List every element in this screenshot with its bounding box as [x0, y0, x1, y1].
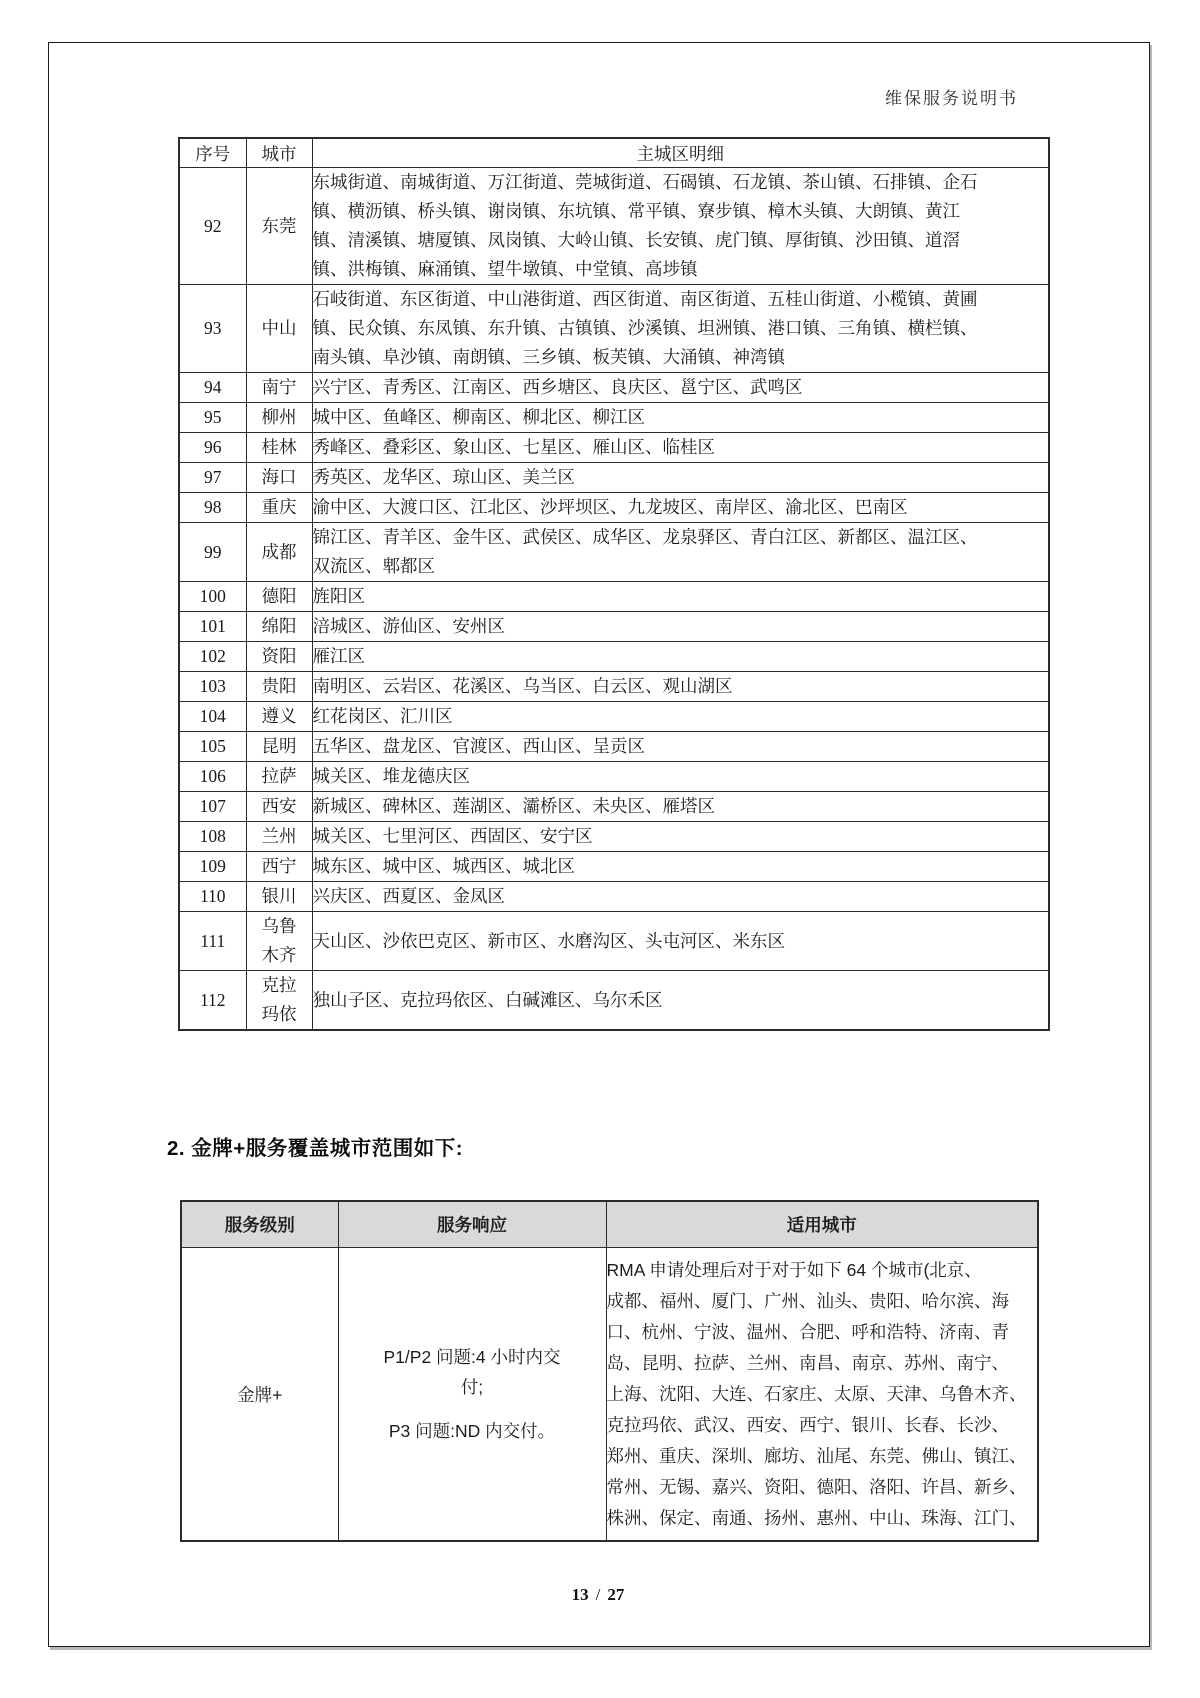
city-name-cell	[246, 463, 312, 493]
districts-cell	[312, 285, 1049, 373]
text-line: 旌阳区	[312, 586, 365, 606]
text-line: 付;	[460, 1377, 484, 1397]
text-line: 新城区、碑林区、莲湖区、灞桥区、未央区、雁塔区	[312, 796, 715, 816]
row-number-cell: 104	[179, 702, 246, 732]
table-row	[179, 433, 1049, 463]
text-line: 红花岗区、汇川区	[312, 706, 453, 726]
city-name-cell	[246, 971, 312, 1031]
table-row	[179, 672, 1049, 702]
table-row	[179, 168, 1049, 285]
text-line: 桂林	[261, 437, 297, 457]
row-number-cell: 93	[179, 285, 246, 373]
districts-cell	[312, 612, 1049, 642]
row-number-cell: 112	[179, 971, 246, 1031]
districts-cell	[312, 463, 1049, 493]
city-name-cell	[246, 403, 312, 433]
text-line: 重庆	[261, 497, 297, 517]
section-heading: 2. 金牌+服务覆盖城市范围如下:	[167, 1137, 464, 1160]
text-line: 玛依	[261, 1004, 297, 1024]
city-districts-table	[178, 137, 1050, 1031]
table-row	[179, 403, 1049, 433]
table-row	[179, 762, 1049, 792]
table-row	[179, 582, 1049, 612]
row-number-cell: 107	[179, 792, 246, 822]
applicable-cities-cell	[606, 1248, 1038, 1542]
city-name-cell	[246, 168, 312, 285]
row-number-cell: 97	[179, 463, 246, 493]
text-line: 城关区、七里河区、西固区、安宁区	[312, 826, 593, 846]
city-name-cell	[246, 433, 312, 463]
districts-cell	[312, 672, 1049, 702]
row-number-cell: 98	[179, 493, 246, 523]
row-number-cell: 110	[179, 882, 246, 912]
city-name-cell	[246, 762, 312, 792]
text-line: 城东区、城中区、城西区、城北区	[312, 856, 575, 876]
row-number-cell: 100	[179, 582, 246, 612]
table-row	[179, 732, 1049, 762]
table-row	[179, 523, 1049, 582]
text-line: 涪城区、游仙区、安州区	[312, 616, 505, 636]
text-line: 兰州	[261, 826, 297, 846]
table-row	[179, 702, 1049, 732]
row-number-cell: 95	[179, 403, 246, 433]
districts-cell	[312, 168, 1049, 285]
districts-cell	[312, 971, 1049, 1031]
text-line: RMA 申请处理后对于对于如下 64 个城市(北京、	[606, 1259, 982, 1280]
districts-cell	[312, 822, 1049, 852]
text-line: 兴庆区、西夏区、金凤区	[312, 886, 505, 906]
text-line: 南头镇、阜沙镇、南朗镇、三乡镇、板芙镇、大涌镇、神湾镇	[312, 347, 785, 367]
table-row	[179, 642, 1049, 672]
text-line: 镇、洪梅镇、麻涌镇、望牛墩镇、中堂镇、高埗镇	[312, 259, 698, 279]
text-line: 镇、清溪镇、塘厦镇、凤岗镇、大岭山镇、长安镇、虎门镇、厚街镇、沙田镇、道滘	[312, 230, 960, 250]
row-number-cell: 111	[179, 912, 246, 971]
city-name-cell	[246, 702, 312, 732]
column-header-number: 序号	[179, 138, 246, 168]
page-separator: /	[595, 1585, 601, 1604]
table-row	[179, 971, 1049, 1031]
table-row	[179, 912, 1049, 971]
districts-cell	[312, 642, 1049, 672]
row-number-cell: 96	[179, 433, 246, 463]
page-footer	[48, 1585, 1148, 1605]
total-page-number: 27	[607, 1585, 625, 1604]
text-line: 秀英区、龙华区、琼山区、美兰区	[312, 467, 575, 487]
text-line: 昆明	[261, 736, 297, 756]
table-row	[179, 612, 1049, 642]
city-table-body	[179, 168, 1049, 1031]
text-line: 遵义	[261, 706, 297, 726]
text-line: 中山	[261, 318, 297, 338]
text-line: 兴宁区、青秀区、江南区、西乡塘区、良庆区、邕宁区、武鸣区	[312, 377, 803, 397]
districts-cell	[312, 792, 1049, 822]
text-line: 东莞	[261, 215, 297, 236]
districts-cell	[312, 582, 1049, 612]
text-line: 乌鲁	[261, 916, 297, 936]
text-line: 株洲、保定、南通、扬州、惠州、中山、珠海、江门、	[606, 1507, 1027, 1528]
table-row	[179, 882, 1049, 912]
text-line: 秀峰区、叠彩区、象山区、七星区、雁山区、临桂区	[312, 437, 715, 457]
table-row	[179, 822, 1049, 852]
current-page-number: 13	[571, 1585, 589, 1604]
districts-cell	[312, 882, 1049, 912]
column-header-service-response: 服务响应	[338, 1201, 606, 1248]
response-paragraph	[339, 1342, 606, 1402]
city-name-cell	[246, 912, 312, 971]
service-level-table	[180, 1200, 1039, 1542]
text-line: 南明区、云岩区、花溪区、乌当区、白云区、观山湖区	[312, 676, 733, 696]
row-number-cell: 92	[179, 168, 246, 285]
column-header-applicable-cities: 适用城市	[606, 1201, 1038, 1248]
text-line: 东城街道、南城街道、万江街道、莞城街道、石碣镇、石龙镇、茶山镇、石排镇、企石	[312, 172, 978, 192]
city-name-cell	[246, 882, 312, 912]
text-line: 德阳	[261, 586, 297, 606]
districts-cell	[312, 702, 1049, 732]
city-name-cell	[246, 493, 312, 523]
text-line: 郑州、重庆、深圳、廊坊、汕尾、东莞、佛山、镇江、	[606, 1445, 1027, 1466]
city-name-cell	[246, 732, 312, 762]
service-level-cell: 金牌+	[181, 1248, 338, 1542]
text-line: P1/P2 问题:4 小时内交	[383, 1347, 561, 1367]
table-row	[179, 463, 1049, 493]
row-number-cell: 105	[179, 732, 246, 762]
city-name-cell	[246, 582, 312, 612]
column-header-districts: 主城区明细	[312, 138, 1049, 168]
text-line: 南宁	[261, 377, 297, 397]
districts-cell	[312, 373, 1049, 403]
text-line: 成都	[261, 541, 297, 562]
city-name-cell	[246, 285, 312, 373]
row-number-cell: 99	[179, 523, 246, 582]
city-name-cell	[246, 373, 312, 403]
city-name-cell	[246, 612, 312, 642]
page-header: 维保服务说明书	[885, 89, 1018, 108]
text-line: 拉萨	[261, 766, 297, 786]
text-line: 绵阳	[261, 616, 297, 636]
districts-cell	[312, 433, 1049, 463]
text-line: 雁江区	[312, 646, 365, 666]
table-header-row	[181, 1201, 1038, 1248]
text-line: 岛、昆明、拉萨、兰州、南昌、南京、苏州、南宁、	[606, 1352, 1009, 1373]
text-line: 口、杭州、宁波、温州、合肥、呼和浩特、济南、青	[606, 1321, 1009, 1342]
text-line: 成都、福州、厦门、广州、汕头、贵阳、哈尔滨、海	[606, 1290, 1009, 1311]
row-number-cell: 101	[179, 612, 246, 642]
text-line: 西宁	[261, 856, 297, 876]
text-line: 双流区、郫都区	[312, 556, 435, 576]
row-number-cell: 102	[179, 642, 246, 672]
text-line: 五华区、盘龙区、官渡区、西山区、呈贡区	[312, 736, 645, 756]
districts-cell	[312, 732, 1049, 762]
table-row	[179, 493, 1049, 523]
column-header-service-level: 服务级别	[181, 1201, 338, 1248]
text-line: 西安	[261, 796, 297, 816]
text-line: 天山区、沙依巴克区、新市区、水磨沟区、头屯河区、米东区	[312, 930, 785, 951]
districts-cell	[312, 852, 1049, 882]
districts-cell	[312, 403, 1049, 433]
city-name-cell	[246, 672, 312, 702]
row-number-cell: 109	[179, 852, 246, 882]
service-response-cell	[338, 1248, 606, 1542]
table-row	[179, 285, 1049, 373]
text-line: 克拉	[261, 975, 297, 995]
table-row	[179, 852, 1049, 882]
text-line: 柳州	[261, 407, 297, 427]
text-line: 贵阳	[261, 676, 297, 696]
row-number-cell: 94	[179, 373, 246, 403]
city-name-cell	[246, 792, 312, 822]
row-number-cell: 103	[179, 672, 246, 702]
text-line: 海口	[261, 467, 297, 487]
text-line: 常州、无锡、嘉兴、资阳、德阳、洛阳、许昌、新乡、	[606, 1476, 1027, 1497]
table-row	[181, 1248, 1038, 1542]
city-name-cell	[246, 642, 312, 672]
text-line: 木齐	[261, 945, 297, 965]
text-line: 上海、沈阳、大连、石家庄、太原、天津、乌鲁木齐、	[606, 1383, 1027, 1404]
districts-cell	[312, 762, 1049, 792]
text-line: 银川	[261, 886, 297, 906]
text-line: 资阳	[261, 646, 297, 666]
text-line: 镇、横沥镇、桥头镇、谢岗镇、东坑镇、常平镇、寮步镇、樟木头镇、大朗镇、黄江	[312, 201, 960, 221]
text-line: 克拉玛依、武汉、西安、西宁、银川、长春、长沙、	[606, 1414, 1009, 1435]
city-name-cell	[246, 822, 312, 852]
city-name-cell	[246, 852, 312, 882]
text-line: 城关区、堆龙德庆区	[312, 766, 470, 786]
table-header-row	[179, 138, 1049, 168]
city-name-cell	[246, 523, 312, 582]
table-row	[179, 373, 1049, 403]
text-line: P3 问题:ND 内交付。	[388, 1421, 556, 1441]
districts-cell	[312, 493, 1049, 523]
districts-cell	[312, 912, 1049, 971]
text-line: 锦江区、青羊区、金牛区、武侯区、成华区、龙泉驿区、青白江区、新都区、温江区、	[312, 527, 978, 547]
text-line: 城中区、鱼峰区、柳南区、柳北区、柳江区	[312, 407, 645, 427]
response-paragraph	[339, 1416, 606, 1446]
row-number-cell: 106	[179, 762, 246, 792]
table-row	[179, 792, 1049, 822]
column-header-city: 城市	[246, 138, 312, 168]
districts-cell	[312, 523, 1049, 582]
text-line: 石岐街道、东区街道、中山港街道、西区街道、南区街道、五桂山街道、小榄镇、黄圃	[312, 289, 978, 309]
row-number-cell: 108	[179, 822, 246, 852]
text-line: 独山子区、克拉玛依区、白碱滩区、乌尔禾区	[312, 989, 663, 1010]
text-line: 镇、民众镇、东凤镇、东升镇、古镇镇、沙溪镇、坦洲镇、港口镇、三角镇、横栏镇、	[312, 318, 978, 338]
text-line: 渝中区、大渡口区、江北区、沙坪坝区、九龙坡区、南岸区、渝北区、巴南区	[312, 497, 908, 517]
